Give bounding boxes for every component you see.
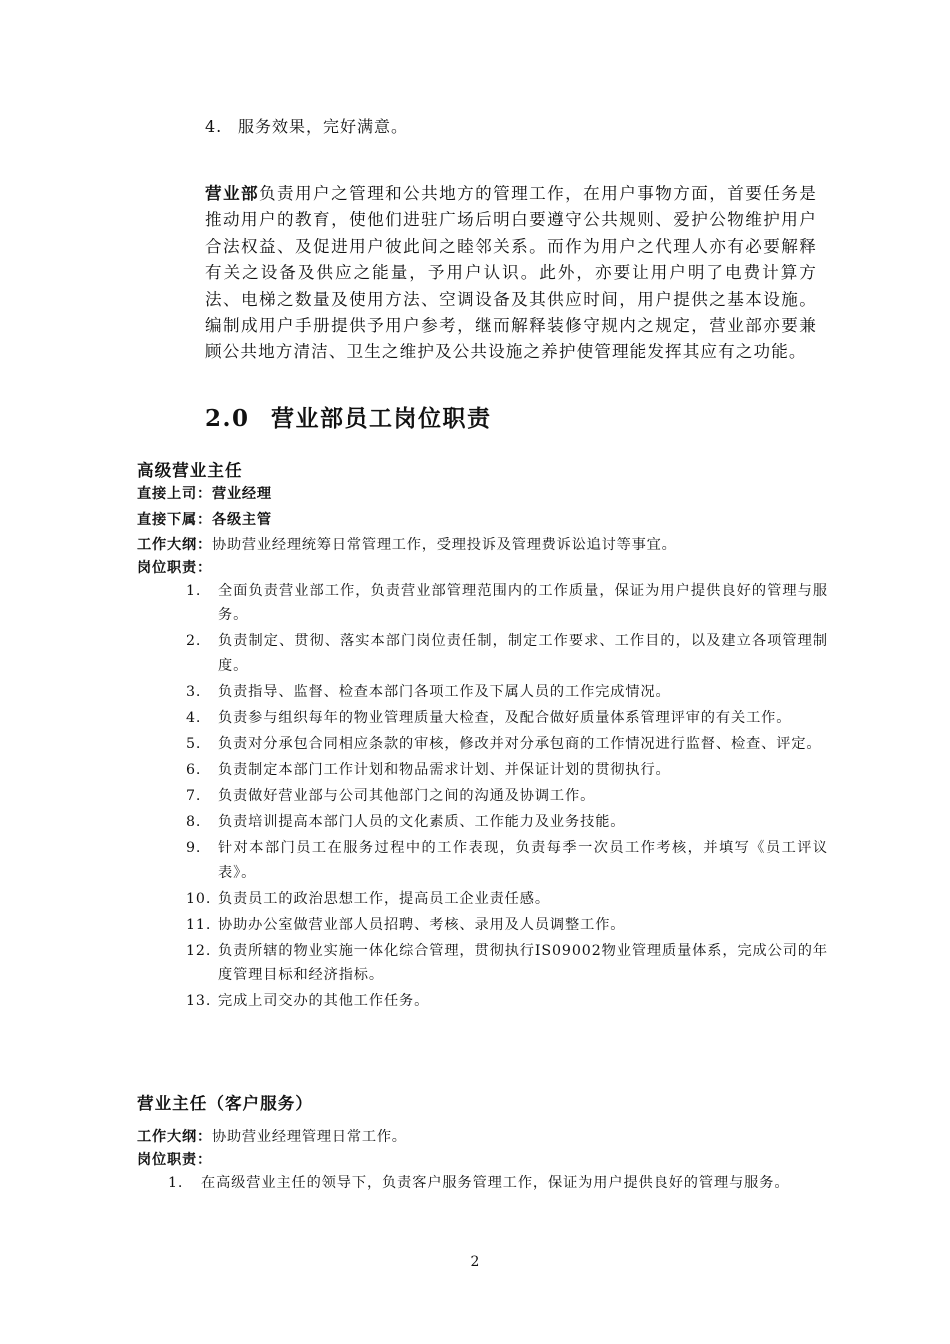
field-label: 工作大纲： — [137, 1129, 212, 1145]
field-value: 协助营业经理管理日常工作。 — [211, 1129, 407, 1145]
list-number: 12. — [186, 942, 212, 959]
list-number: 8. — [186, 814, 202, 831]
list-number: 1. — [186, 583, 202, 599]
field-label: 岗位职责： — [137, 560, 212, 576]
direct-superior-field — [137, 483, 272, 503]
field-value: 营业经理 — [211, 486, 272, 502]
list-item — [186, 939, 836, 988]
list-item-service-effect — [205, 114, 408, 137]
list-number: 11. — [186, 916, 212, 933]
list-item — [186, 629, 836, 678]
list-text: 协助办公室做营业部人员招聘、考核、录用及人员调整工作。 — [218, 916, 626, 933]
list-text: 负责对分承包合同相应条款的审核，修改并对分承包商的工作情况进行监督、检查、评定。 — [218, 735, 822, 752]
list-item — [168, 1171, 828, 1195]
list-text: 负责所辖的物业实施一体化综合管理，贯彻执行IS09002物业管理质量体系，完成公司的年度管理目标和经济指标。 — [218, 942, 828, 984]
list-number: 3. — [186, 683, 202, 700]
list-item — [186, 732, 836, 756]
list-item — [186, 706, 836, 730]
duties-list-customer-service — [168, 1171, 828, 1197]
list-number: 13. — [186, 993, 212, 1010]
list-item — [186, 758, 836, 782]
list-number: 2. — [186, 633, 202, 650]
list-item — [186, 913, 836, 937]
list-text: 负责员工的政治思想工作，提高员工企业责任感。 — [218, 890, 550, 907]
list-text: 负责指导、监督、检查本部门各项工作及下属人员的工作完成情况。 — [218, 683, 671, 700]
list-text: 负责制定本部门工作计划和物品需求计划、并保证计划的贯彻执行。 — [218, 762, 671, 779]
list-number: 9. — [186, 840, 202, 857]
list-item — [186, 680, 836, 704]
section-title: 营业部员工岗位职责 — [271, 405, 492, 432]
duties-heading — [137, 1149, 212, 1169]
list-number: 10. — [186, 890, 212, 907]
list-item — [186, 989, 836, 1013]
list-item — [186, 887, 836, 911]
field-value: 各级主管 — [211, 512, 272, 528]
list-text: 负责制定、贯彻、落实本部门岗位责任制，制定工作要求、工作目的，以及建立各项管理制度。 — [218, 633, 828, 674]
list-text: 负责做好营业部与公司其他部门之间的沟通及协调工作。 — [218, 788, 596, 805]
list-number: 5. — [186, 735, 202, 752]
list-number: 4. — [186, 709, 202, 726]
list-item — [186, 810, 836, 834]
duties-heading — [137, 557, 212, 577]
list-text: 完成上司交办的其他工作任务。 — [218, 993, 430, 1010]
page-number: 2 — [470, 1254, 480, 1270]
list-text: 负责参与组织每年的物业管理质量大检查，及配合做好质量体系管理评审的有关工作。 — [218, 709, 792, 726]
field-value: 协助营业经理统筹日常管理工作，受理投诉及管理费诉讼追讨等事宜。 — [211, 537, 677, 553]
work-outline-field — [137, 534, 677, 554]
intro-bold-term: 营业部 — [205, 183, 260, 203]
list-text: 全面负责营业部工作，负责营业部管理范围内的工作质量，保证为用户提供良好的管理与服务。 — [218, 583, 828, 624]
duties-list-senior — [186, 579, 836, 1015]
list-text: 负责培训提高本部门人员的文化素质、工作能力及业务技能。 — [218, 814, 626, 831]
list-number: 4. — [205, 117, 223, 136]
field-label: 直接下属： — [137, 512, 212, 528]
section-number: 2.0 — [205, 405, 250, 432]
field-label: 工作大纲： — [137, 537, 212, 553]
list-text: 针对本部门员工在服务过程中的工作表现，负责每季一次员工作考核，并填写《员工评议表》。 — [218, 840, 828, 881]
list-text: 在高级营业主任的领导下，负责客户服务管理工作，保证为用户提供良好的管理与服务。 — [201, 1175, 790, 1191]
field-label: 直接上司： — [137, 486, 212, 502]
section-heading — [205, 400, 492, 433]
intro-text: 负责用户之管理和公共地方的管理工作，在用户事物方面，首要任务是推动用户的教育，使他们进驻广场后明白要遵守公共规则、爱护公物维护用户合法权益、及促进用户彼此间之睦邻关系。而作为用户之代理人亦有必要解释有关之设备及供应之能量，予用户认识。此外，亦要让用户明了电费计算方法、电梯之数量及使用方法、空调设备及其供应时间，用户提供之基本设施。编制成用户手册提供予用户参考，继而解释装修守规内之规定，营业部亦要兼顾公共地方清洁、卫生之维护及公共设施之养护使管理能发挥其应有之功能。 — [205, 184, 817, 362]
list-number: 1. — [168, 1175, 184, 1191]
field-label: 岗位职责： — [137, 1152, 212, 1168]
list-number: 6. — [186, 762, 202, 779]
intro-paragraph — [205, 180, 817, 366]
list-item — [186, 836, 836, 885]
list-item — [186, 784, 836, 808]
work-outline-field — [137, 1126, 407, 1146]
list-text: 服务效果，完好满意。 — [238, 117, 409, 136]
role-title-customer-service: 营业主任（客户服务） — [137, 1093, 313, 1113]
role-title-senior: 高级营业主任 — [137, 460, 243, 480]
list-item — [186, 579, 836, 628]
list-number: 7. — [186, 788, 202, 805]
direct-subordinate-field — [137, 509, 272, 529]
